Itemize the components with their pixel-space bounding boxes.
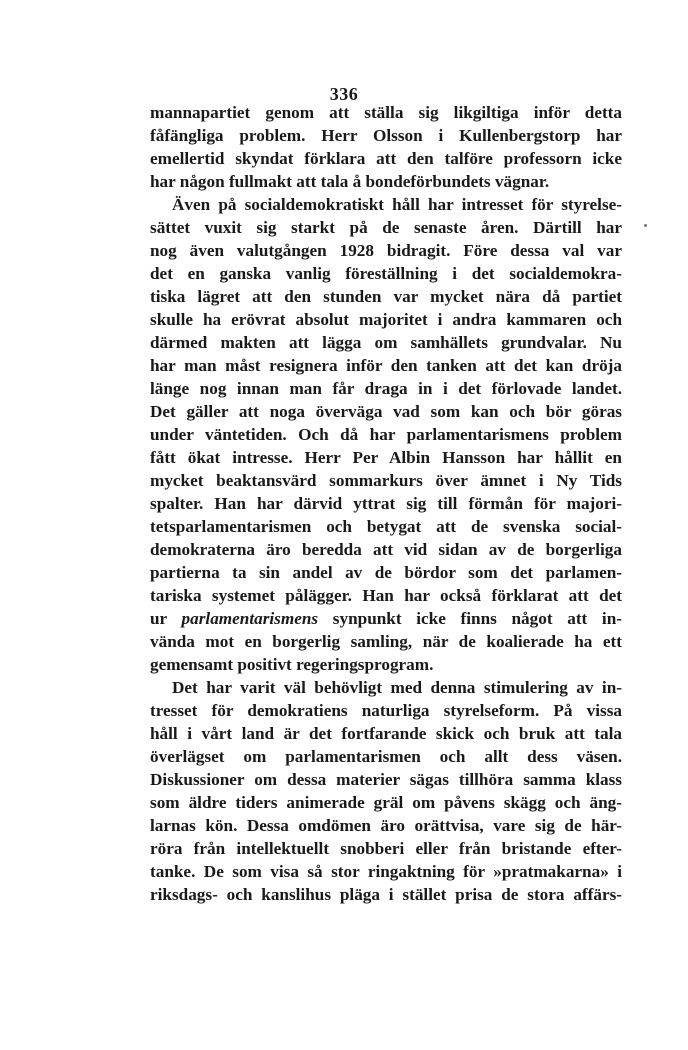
text-line: därmed makten att lägga om samhällets grundvalar. Nu bbox=[150, 333, 622, 352]
text-line: överlägset om parlamentarismen och allt dess väsen. bbox=[150, 747, 622, 766]
text-line: tariska systemet pålägger. Han har också förklarat att det bbox=[150, 586, 622, 605]
text-line: demokraterna äro beredda att vid sidan av de borgerliga bbox=[150, 540, 622, 559]
text-line: gemensamt positivt regeringsprogram. bbox=[150, 655, 434, 674]
text-line: larnas kön. Dessa omdömen äro orättvisa, vare sig de här- bbox=[150, 816, 622, 835]
text-line: länge nog innan man får draga in i det förlovade landet. bbox=[150, 379, 622, 398]
text-line: mycket beaktansvärd sommarkurs över ämnet i Ny Tids bbox=[150, 471, 622, 490]
text-line: har man måst resignera inför den tanken att det kan dröja bbox=[150, 356, 622, 375]
text-line: har någon fullmakt att tala å bondeförbundets vägnar. bbox=[150, 172, 550, 191]
margin-mark bbox=[644, 224, 647, 227]
text-line: Det har varit väl behövligt med denna stimulering av in- bbox=[172, 678, 622, 697]
text-line: tetsparlamentarismen och betygat att de svenska social- bbox=[150, 517, 622, 536]
text-line: mannapartiet genom att ställa sig likgiltiga inför detta bbox=[150, 103, 622, 122]
text-line: tiska lägret att den stunden var mycket nära då partiet bbox=[150, 287, 622, 306]
page-number: 336 bbox=[329, 84, 359, 104]
text-line: emellertid skyndat förklara att den talföre professorn icke bbox=[150, 149, 622, 168]
text-line: som äldre tiders animerade gräl om påvens skägg och äng- bbox=[150, 793, 622, 812]
text-line: håll i vårt land är det fortfarande skick och bruk att tala bbox=[150, 724, 622, 743]
text-line: tanke. De som visa så stor ringaktning för »pratmakarna» i bbox=[150, 862, 622, 881]
text-line: röra från intellektuellt snobberi eller från bristande efter- bbox=[150, 839, 622, 858]
text-fragment: synpunkt icke finns något att in- bbox=[318, 609, 622, 628]
text-line: fåfängliga problem. Herr Olsson i Kullenbergstorp har bbox=[150, 126, 622, 145]
text-line: under väntetiden. Och då har parlamentarismens problem bbox=[150, 425, 622, 444]
text-line: skulle ha erövrat absolut majoritet i andra kammaren och bbox=[150, 310, 622, 329]
text-line: det en ganska vanlig föreställning i det socialdemokra- bbox=[150, 264, 622, 283]
text-line: sättet vuxit sig starkt på de senaste åren. Därtill har bbox=[150, 218, 622, 237]
text-line: Diskussioner om dessa materier sägas tillhöra samma klass bbox=[150, 770, 622, 789]
text-line: Även på socialdemokratiskt håll har intresset för styrelse- bbox=[172, 195, 622, 214]
body-text bbox=[150, 101, 622, 906]
text-line: vända mot en borgerlig samling, när de koalierade ha ett bbox=[150, 632, 622, 651]
emphasized-word: parlamentarismens bbox=[181, 609, 319, 628]
text-line: fått ökat intresse. Herr Per Albin Hansson har hållit en bbox=[150, 448, 622, 467]
text-fragment: ur bbox=[150, 609, 182, 628]
text-line: riksdags- och kanslihus pläga i stället prisa de stora affärs- bbox=[150, 885, 622, 904]
text-line: spalter. Han har därvid yttrat sig till förmån för majori- bbox=[150, 494, 622, 513]
text-line: tresset för demokratiens naturliga styrelseform. På vissa bbox=[150, 701, 622, 720]
text-line: nog även valutgången 1928 bidragit. Före dessa val var bbox=[150, 241, 622, 260]
text-line bbox=[150, 607, 622, 630]
text-line: partierna ta sin andel av de bördor som det parlamen- bbox=[150, 563, 622, 582]
text-line: Det gäller att noga överväga vad som kan och bör göras bbox=[150, 402, 622, 421]
